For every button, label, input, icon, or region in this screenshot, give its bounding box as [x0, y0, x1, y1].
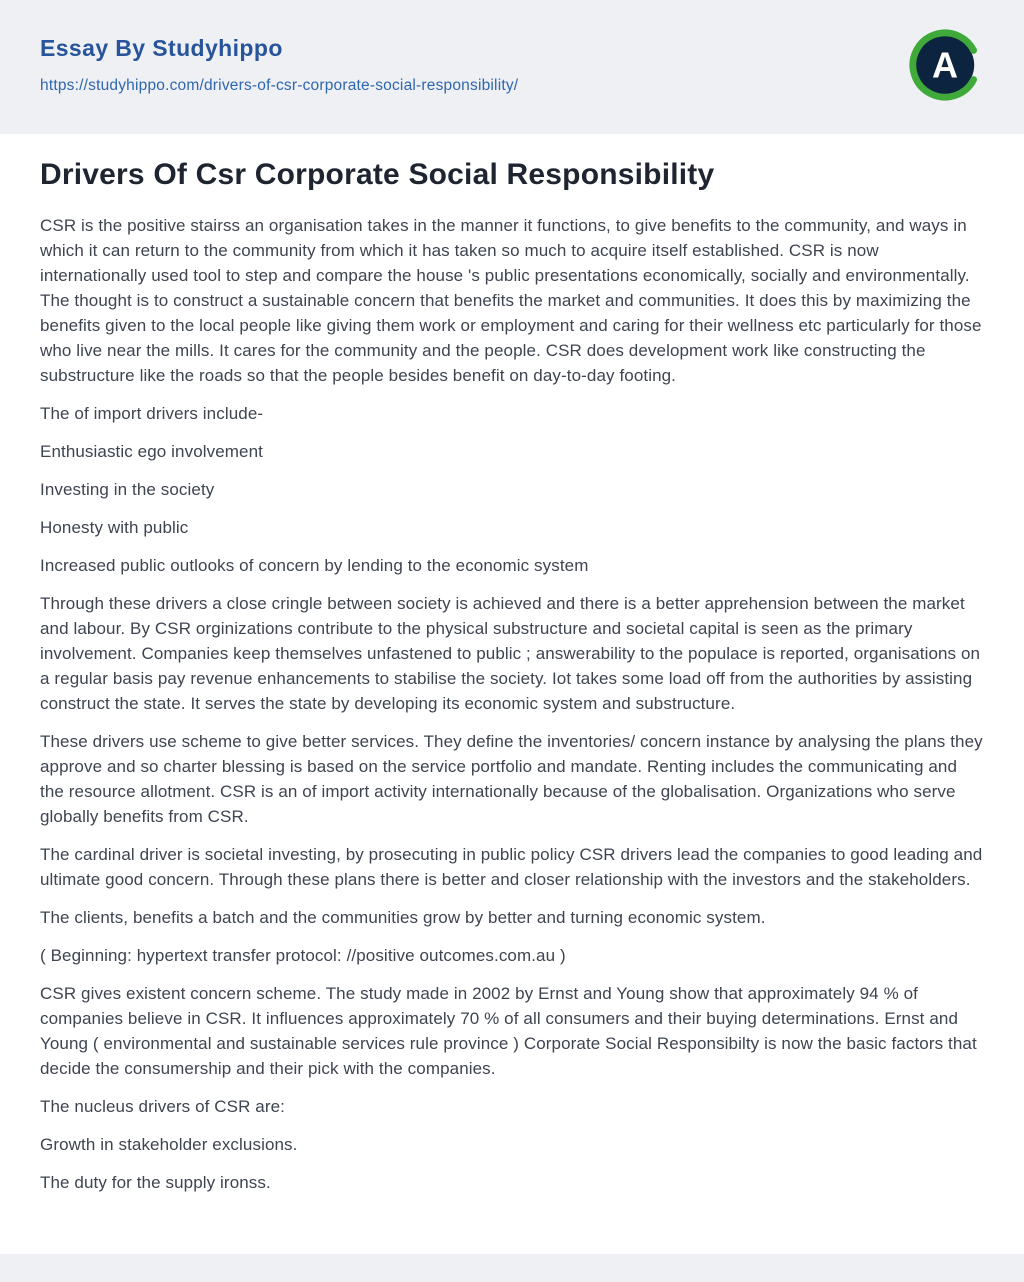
essay-paragraph: The clients, benefits a batch and the communities grow by better and turning economic system. [40, 908, 766, 927]
essay-paragraph: Enthusiastic ego involvement [40, 442, 263, 461]
essay-paragraph: ( Beginning: hypertext transfer protocol: //positive outcomes.com.au ) [40, 946, 566, 965]
essay-paragraph: Increased public outlooks of concern by lending to the economic system [40, 556, 589, 575]
header [0, 0, 1024, 134]
essay-paragraph: CSR gives existent concern scheme. The study made in 2002 by Ernst and Young show that approximately 94 % of companies believe in CSR. It influences approximately 70 % of all consumers and their buying determinations. Ernst and Young ( environmental and sustainable services rule province ) Corporate Social Responsibilty is now the basic factors that decide the consumership and their pick with the companies. [40, 984, 977, 1078]
essay-paragraph: The of import drivers include- [40, 404, 264, 423]
essay-content [0, 134, 1024, 1254]
source-url-link[interactable]: https://studyhippo.com/drivers-of-csr-corporate-social-responsibility/ [40, 77, 519, 94]
essay-paragraph: Through these drivers a close cringle between society is achieved and there is a better apprehension between the market and labour. By CSR orginizations contribute to the physical substructure and societal capital is seen as the primary involvement. Companies keep themselves unfastened to public ; answerability to the populace is reported, organisations on a regular basis pay revenue enhancements to stabilise the society. Iot takes some load off from the authorities by assisting construct the state. It serves the state by developing its economic system and substructure. [40, 594, 981, 713]
header-text [40, 35, 518, 95]
essay-paragraph: CSR is the positive stairss an organisation takes in the manner it functions, to give benefits to the community, and ways in which it can return to the community from which it has taken so much to acquire itself established. CSR is now internationally used tool to step and compare the house 's public presentations economically, socially and environmentally. The thought is to construct a sustainable concern that benefits the market and communities. It does this by maximizing the benefits given to the local people like giving them work or employment and caring for their wellness etc particularly for those who live near the mills. It cares for the community and the people. CSR does development work like constructing the substructure like the roads so that the people besides benefit on day-to-day footing. [40, 216, 982, 385]
essay-paragraph: Growth in stakeholder exclusions. [40, 1135, 298, 1154]
essay-title: Drivers Of Csr Corporate Social Responsibility [40, 158, 715, 191]
essay-paragraph: Investing in the society [40, 480, 215, 499]
essay-paragraph: Honesty with public [40, 518, 189, 537]
essay-paragraph: These drivers use scheme to give better services. They define the inventories/ concern instance by analysing the plans they approve and so charter blessing is based on the service portfolio and mandate. Renting includes the communicating and the resource allotment. CSR is an of import activity internationally because of the globalisation. Organizations who serve globally benefits from CSR. [40, 732, 983, 826]
logo-letter: A [931, 44, 959, 86]
site-brand: Essay By Studyhippo [40, 35, 283, 61]
essay-paragraph: The nucleus drivers of CSR are: [40, 1097, 285, 1116]
essay-paragraph: The cardinal driver is societal investing, by prosecuting in public policy CSR drivers lead the companies to good leading and ultimate good concern. Through these plans there is better and closer relationship with the investors and the stakeholders. [40, 845, 983, 889]
studyhippo-logo-graphic [908, 28, 982, 102]
footer-strip [0, 1254, 1024, 1282]
essay-paragraph: The duty for the supply ironss. [40, 1173, 271, 1192]
studyhippo-logo [908, 28, 982, 102]
